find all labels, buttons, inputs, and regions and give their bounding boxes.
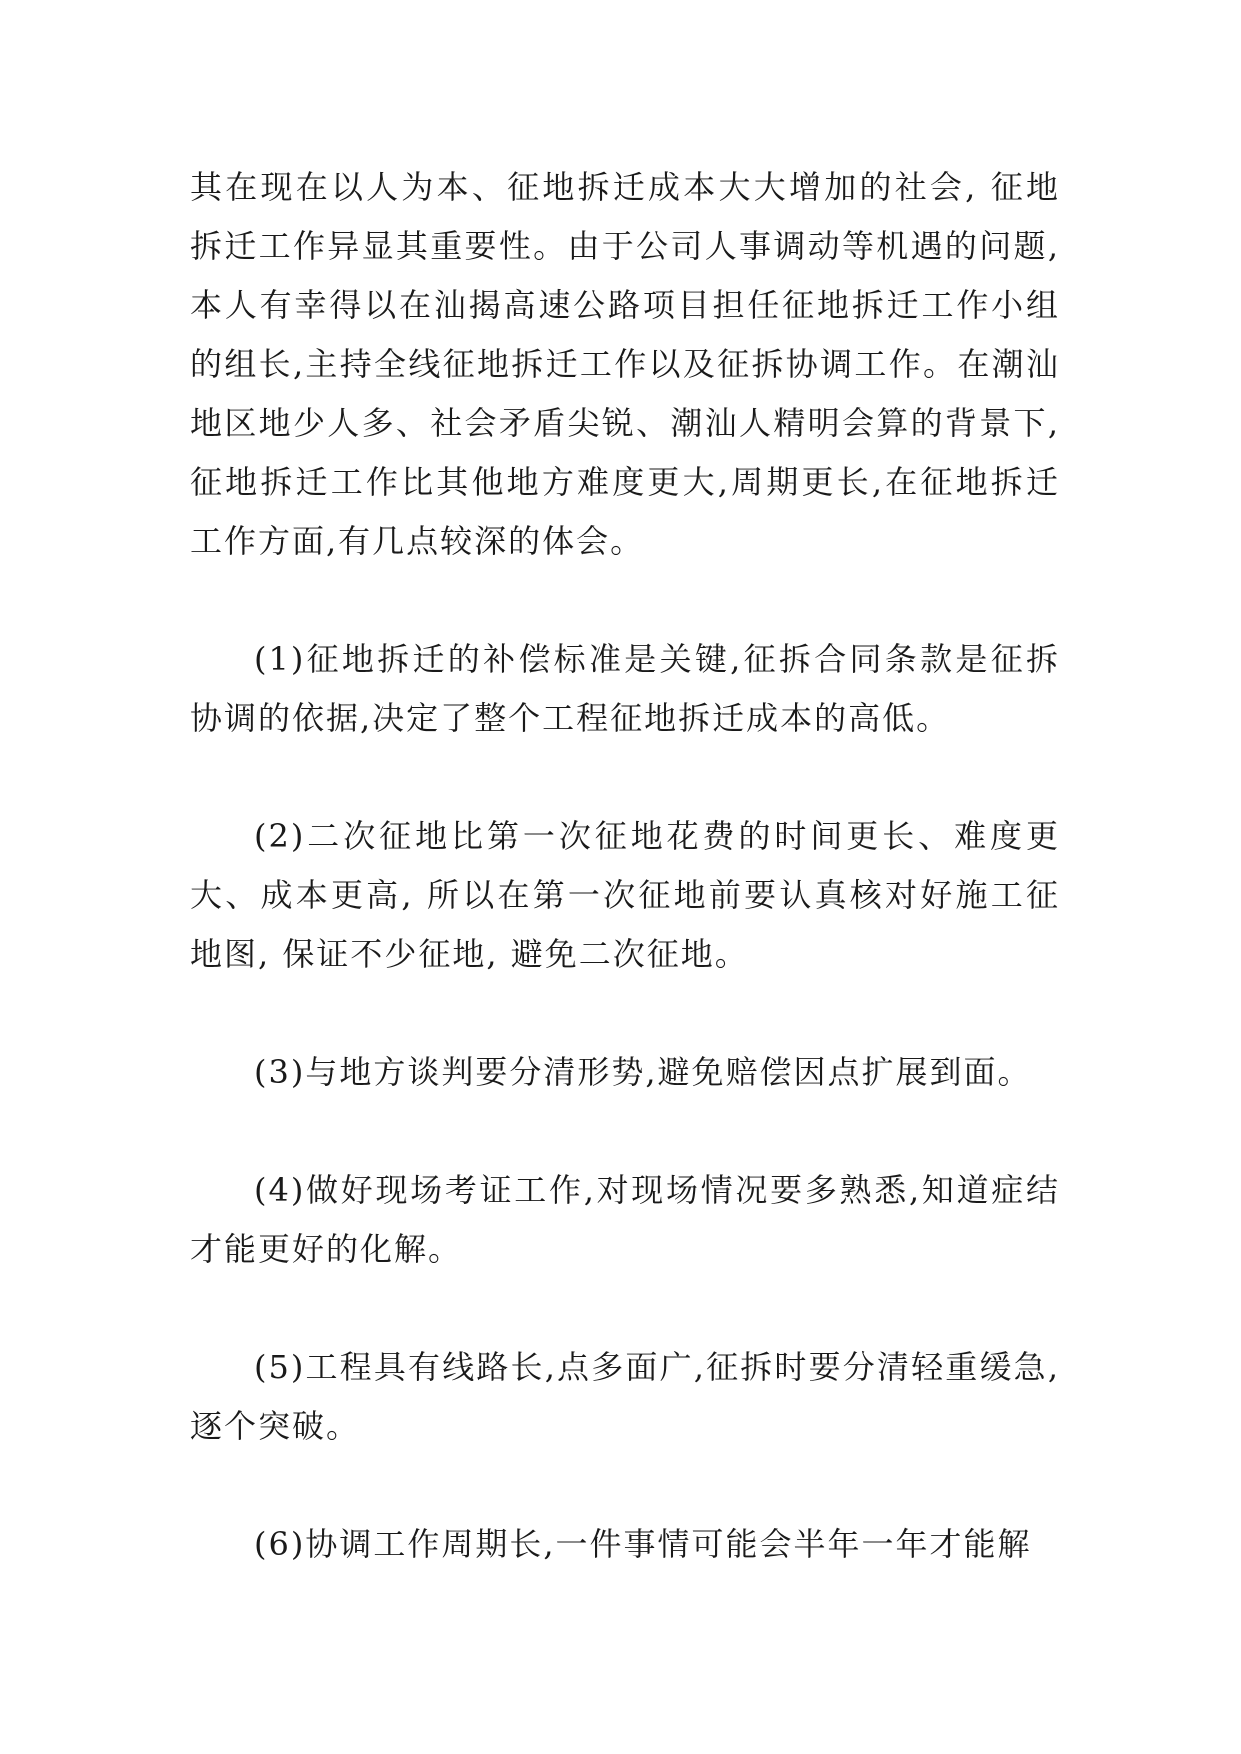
list-item-6: (6)协调工作周期长,一件事情可能会半年一年才能解: [254, 1525, 1032, 1563]
intro-paragraph: 其在现在以人为本、征地拆迁成本大大增加的社会, 征地拆迁工作异显其重要性。由于公司人事调动等机遇的问题,本人有幸得以在汕揭高速公路项目担任征地拆迁工作小组的组长,主持全线征地拆迁工作以及征拆协调工作。在潮汕地区地少人多、社会矛盾尖锐、潮汕人精明会算的背景下,征地拆迁工作比其他地方难度更大,周期更长,在征地拆迁工作方面,有几点较深的体会。: [190, 168, 1060, 560]
list-item-3: (3)与地方谈判要分清形势,避免赔偿因点扩展到面。: [254, 1053, 1032, 1091]
list-item-5: (5)工程具有线路长,点多面广,征拆时要分清轻重缓急,逐个突破。: [190, 1348, 1060, 1445]
document-body: [190, 158, 1060, 1574]
list-item-1: (1)征地拆迁的补偿标准是关键,征拆合同条款是征拆协调的依据,决定了整个工程征地拆迁成本的高低。: [190, 640, 1060, 737]
list-item-2: (2)二次征地比第一次征地花费的时间更长、难度更大、成本更高, 所以在第一次征地前要认真核对好施工征地图, 保证不少征地, 避免二次征地。: [190, 817, 1060, 973]
list-item-4: (4)做好现场考证工作,对现场情况要多熟悉,知道症结才能更好的化解。: [190, 1171, 1060, 1268]
